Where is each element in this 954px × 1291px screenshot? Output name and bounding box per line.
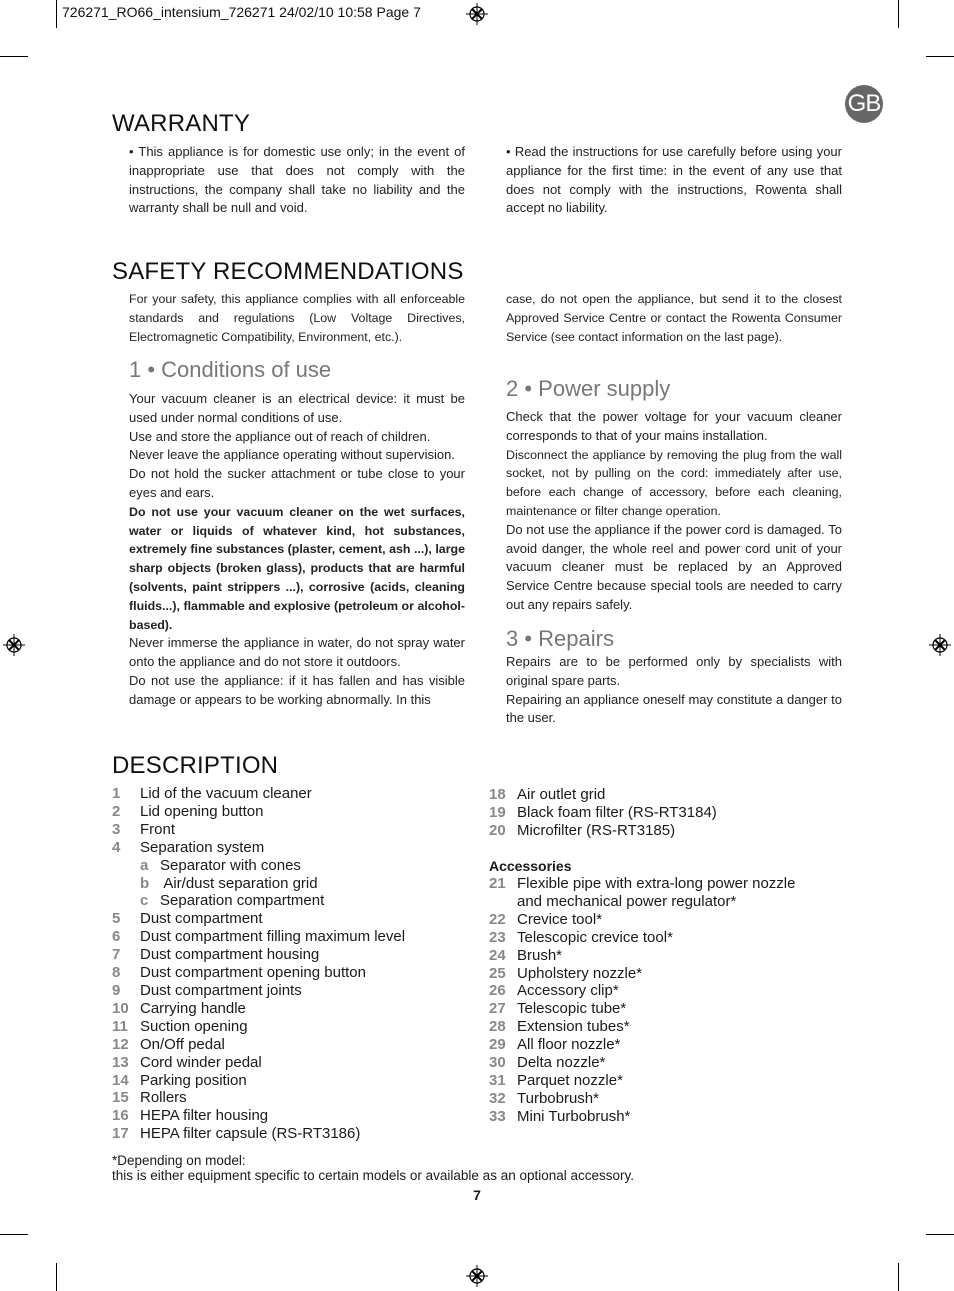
list-item [112,892,472,910]
list-item-label: On/Off pedal [140,1035,225,1053]
list-item-number: 29 [489,1036,506,1054]
registration-mark-icon [3,634,25,656]
list-item [489,1000,849,1018]
list-item [489,1054,849,1072]
conditions-continued [506,290,842,346]
power-paragraph: Disconnect the appliance by removing the plug from the wall socket, not by pulling on the cord: immediately after use, before each change of accessory, before each cleaning, maintenance or filter change operation. [506,447,842,518]
list-item-label: Dust compartment [140,910,263,928]
conditions-paragraph: Never leave the appliance operating without supervision. [129,447,455,463]
list-item-number: 25 [489,964,506,982]
list-item-label: HEPA filter housing [140,1107,269,1125]
list-item [489,982,849,1000]
conditions-paragraph: Do not use the appliance: if it has fallen and has visible damage or appears to be working abnormally. In this [129,672,465,707]
list-item-number: 10 [112,999,129,1017]
registration-mark-icon [466,3,488,25]
list-item-label: Black foam filter (RS-RT3184) [517,803,717,821]
description-list-right [489,786,849,840]
list-item-number: 5 [112,910,121,928]
list-item [112,821,472,839]
list-item-label: Dust compartment opening button [140,964,366,982]
list-item-label: Accessory clip* [517,982,619,1000]
list-item-label: Front [140,820,176,838]
list-item-label: Lid opening button [140,802,264,820]
crop-mark [0,1234,28,1235]
list-item-number: 14 [112,1071,129,1089]
list-item [489,1036,849,1054]
list-item-label: Brush* [517,946,563,964]
list-item [112,1072,472,1090]
list-item-label: Lid of the vacuum cleaner [140,785,312,802]
list-item-number: 9 [112,981,121,999]
registration-mark-icon [929,634,951,656]
list-item-number: 20 [489,821,506,839]
list-item [112,1000,472,1018]
language-badge: GB [845,85,883,123]
conditions-warning-bold: Do not use your vacuum cleaner on the wet surfaces, water or liquids of whatever kind, hot substances, extremely fine substances (plaster, cement, ash ...), large sharp objects (broken glass), products that are harmful (solvents, paint strippers ...), corrosive (acids, cleaning fluids...), flammable and explosive (petroleum or alcohol-based). [129,504,465,632]
list-item-label: Delta nozzle* [517,1054,606,1072]
conditions-continued-paragraph: case, do not open the appliance, but send it to the closest Approved Service Centre or contact the Rowenta Consumer Service (see contact information on the last page). [506,292,842,344]
list-item [489,804,849,822]
list-item [112,964,472,982]
list-item [489,786,849,804]
list-item [489,929,849,947]
list-item [489,1072,849,1090]
conditions-paragraph: Use and store the appliance out of reach of children. [129,428,431,444]
crop-mark [898,1263,899,1291]
list-item-number: 30 [489,1054,506,1072]
repairs-heading: 3 • Repairs [506,626,614,651]
power-paragraph: Check that the power voltage for your vacuum cleaner corresponds to that of your mains installation. [506,409,842,443]
list-item-number: 24 [489,946,506,964]
list-item-label: Crevice tool* [517,910,603,928]
list-item-label: and mechanical power regulator* [517,892,737,910]
list-item [112,1036,472,1054]
conditions-paragraph: Your vacuum cleaner is an electrical device: it must be used under normal conditions of use. [129,391,465,425]
list-item [489,893,849,911]
list-item-label: Microfilter (RS-RT3185) [517,821,676,839]
list-item-label: Separation system [140,838,265,856]
crop-mark [926,56,954,57]
list-item-number: 11 [112,1017,128,1035]
list-item-number: 28 [489,1018,506,1036]
list-item-label: Carrying handle [140,999,246,1017]
list-item-label: HEPA filter capsule (RS-RT3186) [140,1125,361,1143]
conditions-paragraph: Do not hold the sucker attachment or tube close to your eyes and ears. [129,466,465,500]
crop-mark [898,0,899,28]
list-item-number: 6 [112,928,121,946]
footnote [112,1153,634,1183]
list-item-number: 2 [112,802,121,820]
list-item-number: 7 [112,946,121,964]
list-item-number: 17 [112,1125,129,1143]
page-number: 7 [473,1187,481,1203]
list-item [112,982,472,1000]
list-item-number: 21 [489,875,506,892]
list-item [112,910,472,928]
list-item [489,1090,849,1108]
list-item-label: Air/dust separation grid [160,874,318,892]
list-item-number: 27 [489,1000,506,1018]
list-item [112,928,472,946]
warranty-heading: WARRANTY [112,110,251,137]
list-item-number: 15 [112,1089,129,1107]
conditions-warning [129,503,465,635]
list-item-label: Dust compartment filling maximum level [140,928,406,946]
list-item [489,875,849,893]
list-item-number: a [140,856,149,874]
list-item-label: Dust compartment housing [140,946,320,964]
crop-mark [56,1263,57,1291]
accessories-heading: Accessories [489,858,572,874]
list-item-number: c [140,892,149,910]
power-heading: 2 • Power supply [506,376,671,401]
power-paragraph: Do not use the appliance if the power cord is damaged. To avoid danger, the whole reel and power cord unit of your vacuum cleaner must be replaced by an Approved Service Centre because special tools are needed to carry out any repairs safely. [506,521,842,612]
list-item-number: 4 [112,838,121,856]
list-item-label: Telescopic tube* [517,1000,627,1018]
list-item [112,1107,472,1125]
list-item-number: 16 [112,1107,129,1125]
list-item [112,875,472,893]
footnote-line: *Depending on model: [112,1153,246,1168]
list-item [489,911,849,929]
list-item [489,1108,849,1126]
list-item-number: 8 [112,964,121,982]
list-item-number: 13 [112,1053,129,1071]
list-item [489,1018,849,1036]
repairs-paragraph: Repairs are to be performed only by specialists with original spare parts. [506,654,842,688]
list-item-number: 12 [112,1035,129,1053]
list-item-number: 3 [112,820,121,838]
warranty-right-paragraph: • Read the instructions for use carefully before using your appliance for the first time: in the event of any use that does not comply with the instructions, Rowenta shall accept no liability. [506,144,842,216]
list-item-number: 18 [489,786,506,803]
list-item-number: 22 [489,910,506,928]
power-text [506,408,842,615]
conditions-paragraph: Never immerse the appliance in water, do not spray water onto the appliance and do not store it outdoors. [129,635,465,670]
list-item-label: Dust compartment joints [140,981,302,999]
accessories-list [489,875,849,1126]
list-item [489,965,849,983]
footnote-line: this is either equipment specific to certain models or available as an optional accessory. [112,1168,635,1183]
list-item [489,947,849,965]
list-item-number: 33 [489,1107,506,1125]
list-item [112,803,472,821]
warranty-right-text [506,143,842,218]
repairs-paragraph: Repairing an appliance oneself may constitute a danger to the user. [506,691,842,726]
list-item-label: All floor nozzle* [517,1036,621,1054]
list-item-label: Parking position [140,1071,247,1089]
list-item-number: b [140,874,150,892]
crop-mark [56,0,57,28]
print-slug: 726271_RO66_intensium_726271 24/02/10 10:58 Page 7 [62,4,421,20]
list-item-number: 26 [489,982,506,1000]
list-item [489,822,849,840]
list-item [112,1018,472,1036]
list-item-number: 31 [489,1071,506,1089]
list-item-label: Extension tubes* [517,1018,630,1036]
warranty-left-text [129,143,465,218]
list-item-label: Cord winder pedal [140,1053,262,1071]
list-item [112,1054,472,1072]
list-item-label: Suction opening [140,1017,248,1035]
list-item [112,1089,472,1107]
list-item-number: 1 [112,785,121,802]
safety-intro-paragraph: For your safety, this appliance complies with all enforceable standards and regulations (Low Voltage Directives, Electromagnetic Compatibility, Environment, etc.). [129,292,465,344]
list-item [112,946,472,964]
conditions-text [129,390,465,710]
list-item [112,839,472,857]
safety-intro [129,290,465,346]
list-item [112,857,472,875]
list-item-label: Air outlet grid [517,786,606,803]
list-item [112,785,472,803]
repairs-text [506,653,842,728]
description-heading: DESCRIPTION [112,752,279,779]
list-item-label: Telescopic crevice tool* [517,928,673,946]
list-item-number: 32 [489,1089,506,1107]
list-item-label: Separator with cones [160,856,301,874]
list-item-label: Rollers [140,1089,187,1107]
list-item-label: Turbobrush* [517,1089,599,1107]
list-item-number: 23 [489,928,506,946]
warranty-left-paragraph: • This appliance is for domestic use only; in the event of inappropriate use that does not comply with the instructions, the company shall take no liability and the warranty shall be null and void. [129,144,465,216]
list-item-number: 19 [489,803,506,821]
list-item [112,1125,472,1143]
list-item-number [489,893,517,911]
conditions-heading: 1 • Conditions of use [129,357,332,382]
crop-mark [0,56,28,57]
crop-mark [926,1234,954,1235]
list-item-label: Mini Turbobrush* [517,1107,631,1125]
list-item-label: Separation compartment [160,892,325,910]
list-item-label: Upholstery nozzle* [517,964,643,982]
list-item-label: Flexible pipe with extra-long power nozzle [517,875,796,892]
description-list-left [112,785,472,1143]
safety-heading: SAFETY RECOMMENDATIONS [112,258,464,285]
list-item-label: Parquet nozzle* [517,1071,623,1089]
registration-mark-icon [466,1265,488,1287]
